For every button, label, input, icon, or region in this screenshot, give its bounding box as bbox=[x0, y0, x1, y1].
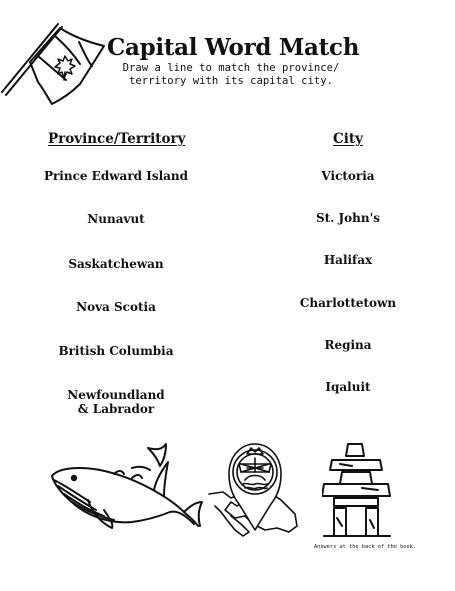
city-column-heading: City bbox=[333, 131, 363, 147]
province-column-heading: Province/Territory bbox=[48, 131, 186, 147]
city-item[interactable]: Iqaluit bbox=[325, 380, 371, 394]
province-item[interactable]: Newfoundland & Labrador bbox=[67, 388, 165, 416]
canadian-flag-icon bbox=[0, 22, 110, 112]
page-title: Capital Word Match bbox=[107, 34, 360, 61]
city-item[interactable]: Charlottetown bbox=[299, 296, 397, 310]
answers-note: Answers at the back of the book. bbox=[313, 544, 417, 550]
city-item[interactable]: St. John's bbox=[315, 211, 381, 225]
inukshuk-icon bbox=[322, 440, 392, 540]
province-item[interactable]: Prince Edward Island bbox=[43, 169, 189, 183]
province-item[interactable]: British Columbia bbox=[58, 344, 174, 358]
city-item[interactable]: Halifax bbox=[323, 253, 373, 267]
city-item[interactable]: Victoria bbox=[321, 169, 375, 183]
province-item[interactable]: Nova Scotia bbox=[76, 300, 156, 314]
province-item[interactable]: Nunavut bbox=[87, 212, 145, 226]
bc-map-pin-icon bbox=[207, 440, 305, 540]
province-item[interactable]: Saskatchewan bbox=[68, 257, 164, 271]
whale-icon bbox=[48, 440, 203, 530]
instructions-text: Draw a line to match the province/ territory with its capital city. bbox=[122, 62, 340, 87]
city-item[interactable]: Regina bbox=[324, 338, 372, 352]
